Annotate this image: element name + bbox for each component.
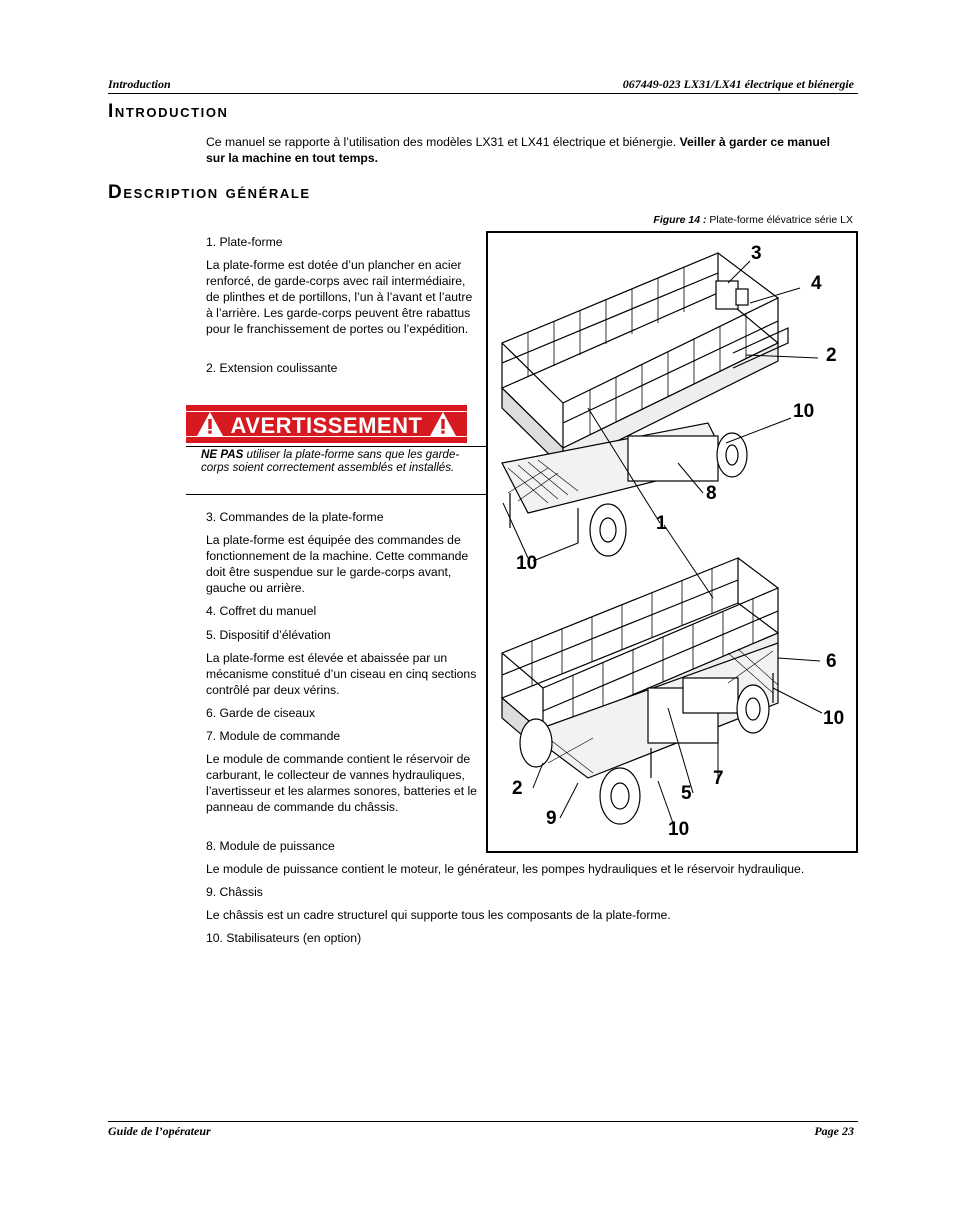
- header-rule: [108, 93, 858, 94]
- warning-title: AVERTISSEMENT: [230, 413, 423, 438]
- figure-caption-label: Figure 14 :: [653, 214, 707, 226]
- callout-2-top: 2: [826, 345, 837, 366]
- figure-caption: [653, 214, 853, 226]
- warning-top-rule: [186, 446, 486, 447]
- callout-4: 4: [811, 273, 822, 294]
- item-8-heading: 8. Module de puissance: [206, 839, 335, 853]
- item-7-text: Le module de commande contient le réservoir de carburant, le collecteur de vannes hydrauliques, l’avertisseur et les alarmes sonores, batteries et le panneau de commande du châssis.: [206, 752, 477, 814]
- footer-rule: [108, 1121, 858, 1122]
- item-6-heading: 6. Garde de ciseaux: [206, 706, 316, 720]
- item-1-text: La plate-forme est dotée d’un plancher en acier renforcé, de garde-corps avec rail intermédiaire, de plinthes et de portillons, l’un à l’avant et l’autre à l’arrière. Les garde-corps peuvent être rabattus pour le franchissement de portes ou l’expédition.: [206, 258, 473, 336]
- item-3-heading: 3. Commandes de la plate-forme: [206, 510, 384, 524]
- intro-bold: Veiller à garder ce manuel sur la machine en tout temps.: [206, 135, 830, 165]
- scissor-lift-illustration: [488, 233, 856, 851]
- callout-10-right: 10: [823, 708, 845, 729]
- section-title-description: Description générale: [108, 182, 311, 203]
- item-1-heading: 1. Plate-forme: [206, 235, 283, 249]
- warning-text: [201, 448, 481, 474]
- item-2-heading: 2. Extension coulissante: [206, 361, 338, 375]
- figure-frame: [486, 231, 858, 853]
- item-3-text: La plate-forme est équipée des commandes de fonctionnement de la machine. Cette commande doit être suspendue sur le garde-corps avant, gauche ou arrière.: [206, 533, 469, 595]
- item-10-heading: 10. Stabilisateurs (en option): [206, 931, 362, 945]
- item-9-heading: 9. Châssis: [206, 885, 263, 899]
- item-7-heading: 7. Module de commande: [206, 729, 341, 743]
- item-8-text: Le module de puissance contient le moteur, le générateur, les pompes hydrauliques et le réservoir hydraulique.: [206, 862, 805, 876]
- warning-lead: NE PAS: [201, 448, 244, 461]
- item-5-heading: 5. Dispositif d’élévation: [206, 628, 331, 642]
- section-title-introduction: Introduction: [108, 101, 229, 122]
- intro-paragraph: [206, 134, 846, 166]
- callout-1: 1: [656, 513, 667, 534]
- footer-left: Guide de l’opérateur: [108, 1124, 211, 1138]
- footer-right: Page 23: [814, 1124, 854, 1138]
- callout-10-top: 10: [793, 401, 815, 422]
- callout-9: 9: [546, 808, 557, 829]
- callout-3: 3: [751, 243, 762, 264]
- header-right: 067449-023 LX31/LX41 électrique et biénergie: [622, 77, 854, 91]
- callout-5: 5: [681, 783, 692, 804]
- header-left: Introduction: [108, 77, 171, 91]
- callout-6: 6: [826, 651, 837, 672]
- warning-bottom-rule: [186, 494, 486, 495]
- callout-8: 8: [706, 483, 717, 504]
- item-5-text: La plate-forme est élevée et abaissée par un mécanisme constitué d’un ciseau en cinq sections contrôlé par deux vérins.: [206, 651, 477, 697]
- callout-7: 7: [713, 768, 724, 789]
- warning-body: utiliser la plate-forme sans que les garde-corps soient correctement assemblés et installés.: [201, 448, 460, 474]
- item-4-heading: 4. Coffret du manuel: [206, 604, 317, 618]
- warning-triangle-icon-right: [429, 411, 457, 437]
- item-9-text: Le châssis est un cadre structurel qui supporte tous les composants de la plate-forme.: [206, 908, 671, 922]
- callout-10-left: 10: [516, 553, 538, 574]
- callout-10-bottom: 10: [668, 819, 690, 840]
- callout-2-bottom: 2: [512, 778, 523, 799]
- warning-banner: [186, 405, 467, 443]
- intro-text: Ce manuel se rapporte à l’utilisation des modèles LX31 et LX41 électrique et biénergie.: [206, 135, 680, 149]
- figure-caption-text: Plate-forme élévatrice série LX: [706, 214, 853, 226]
